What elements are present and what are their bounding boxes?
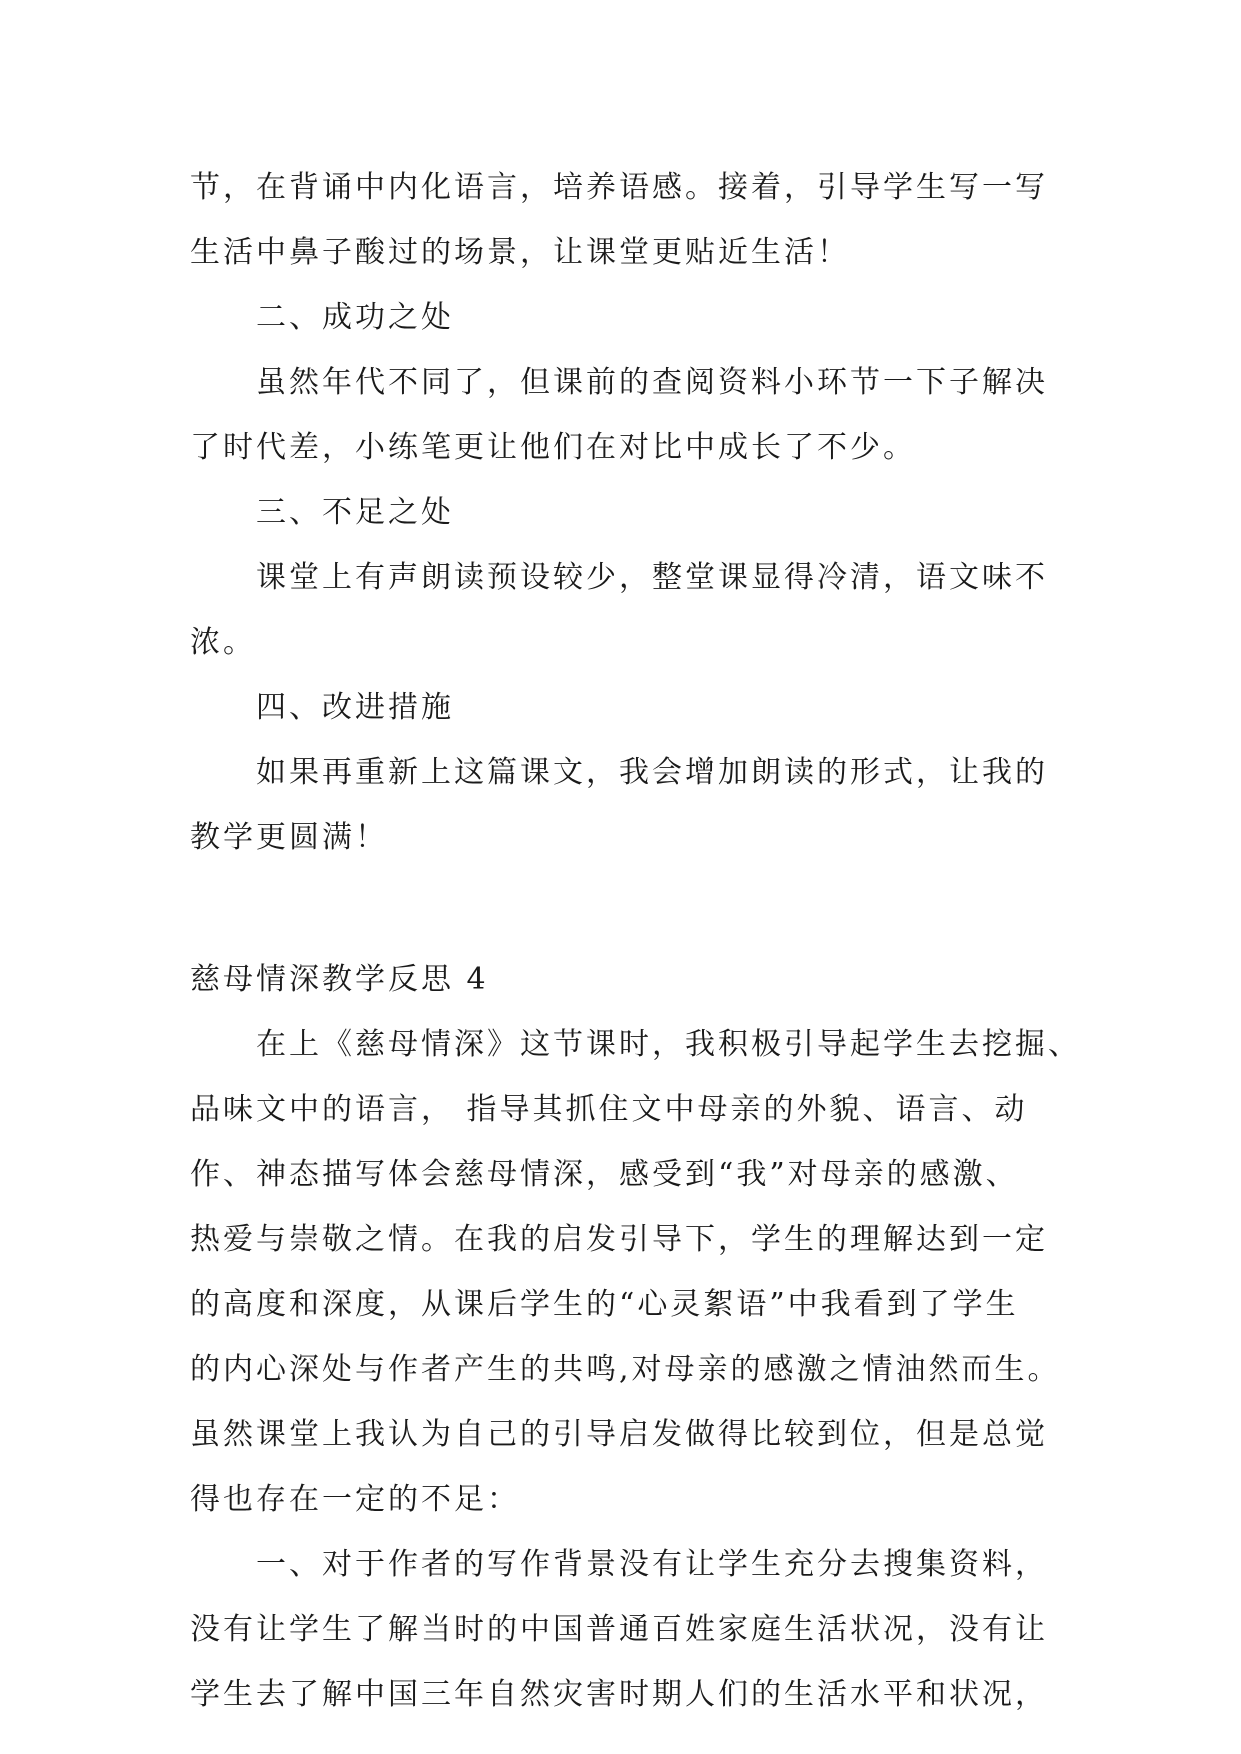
paragraph-line: 热爱与崇敬之情。在我的启发引导下，学生的理解达到一定 — [190, 1222, 1048, 1257]
paragraph-line: 课堂上有声朗读预设较少，整堂课显得冷清，语文味不 — [256, 560, 1048, 595]
paragraph-line: 一、对于作者的写作背景没有让学生充分去搜集资料， — [256, 1547, 1048, 1582]
paragraph-line: 教学更圆满！ — [190, 820, 388, 855]
paragraph-line: 虽然课堂上我认为自己的引导启发做得比较到位，但是总觉 — [190, 1417, 1048, 1452]
paragraph-line: 生活中鼻子酸过的场景，让课堂更贴近生活！ — [190, 235, 850, 270]
document-title: 慈母情深教学反思 4 — [190, 962, 489, 997]
paragraph-line: 学生去了解中国三年自然灾害时期人们的生活水平和状况， — [190, 1677, 1048, 1712]
paragraph-line: 虽然年代不同了，但课前的查阅资料小环节一下子解决 — [256, 365, 1048, 400]
section-heading: 四、改进措施 — [256, 690, 454, 725]
paragraph-line: 了时代差，小练笔更让他们在对比中成长了不少。 — [190, 430, 916, 465]
paragraph-line: 品味文中的语言， 指导其抓住文中母亲的外貌、语言、动 — [190, 1092, 1028, 1127]
paragraph-line: 浓。 — [190, 625, 256, 660]
section-heading: 二、成功之处 — [256, 300, 454, 335]
paragraph-line: 没有让学生了解当时的中国普通百姓家庭生活状况，没有让 — [190, 1612, 1048, 1647]
paragraph-line: 的内心深处与作者产生的共鸣,对母亲的感激之情油然而生。 — [190, 1352, 1061, 1387]
paragraph-line: 节，在背诵中内化语言，培养语感。接着，引导学生写一写 — [190, 170, 1048, 205]
paragraph-line: 得也存在一定的不足： — [190, 1482, 520, 1517]
section-heading: 三、不足之处 — [256, 495, 454, 530]
paragraph-line: 的高度和深度，从课后学生的“心灵絮语”中我看到了学生 — [190, 1287, 1019, 1322]
paragraph-line: 作、神态描写体会慈母情深，感受到“我”对母亲的感激、 — [190, 1157, 1019, 1192]
paragraph-line: 在上《慈母情深》这节课时，我积极引导起学生去挖掘、 — [256, 1027, 1081, 1062]
paragraph-line: 如果再重新上这篇课文，我会增加朗读的形式，让我的 — [256, 755, 1048, 790]
